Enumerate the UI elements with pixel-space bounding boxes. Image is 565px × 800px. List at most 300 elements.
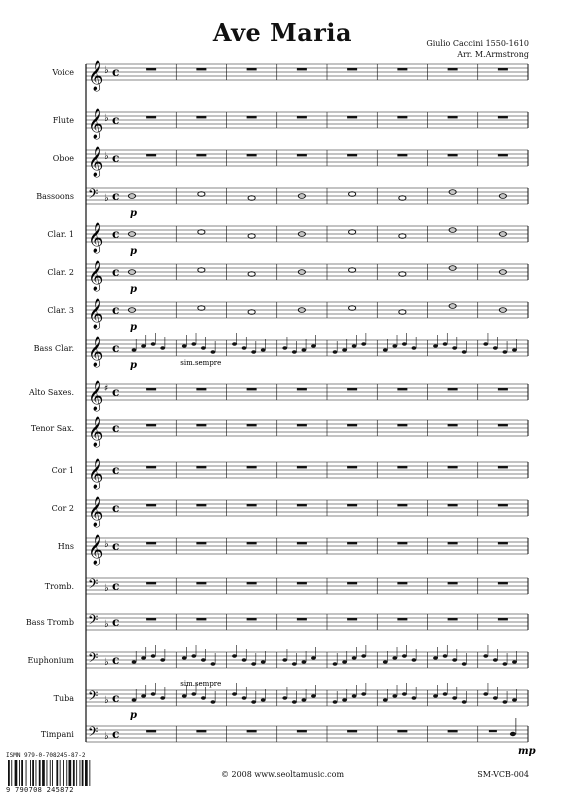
whole-rest-icon [397, 68, 407, 70]
score-title: Ave Maria [212, 18, 353, 47]
whole-rest-icon [297, 154, 307, 156]
staff-clar-2 [47, 260, 528, 295]
whole-rest-icon [297, 618, 307, 620]
note-head [198, 306, 205, 311]
note-head [333, 662, 338, 666]
dynamic-mark: p [130, 322, 137, 333]
whole-rest-icon [397, 424, 407, 426]
whole-rest-icon [448, 618, 458, 620]
whole-rest-icon [297, 116, 307, 118]
common-time-icon: c [112, 113, 120, 127]
note-head [151, 342, 156, 346]
common-time-icon: c [112, 227, 120, 241]
whole-rest-icon [448, 388, 458, 390]
note-head [342, 348, 347, 352]
note-head [151, 654, 156, 658]
note-head [248, 234, 255, 239]
whole-rest-icon [196, 388, 206, 390]
note-head [333, 350, 338, 354]
instrument-label: Timpani [40, 730, 74, 739]
flat-icon: ♭ [104, 151, 109, 162]
note-head [333, 700, 338, 704]
arranger-name: Arr. M.Armstrong [457, 50, 529, 59]
whole-rest-icon [297, 68, 307, 70]
whole-rest-icon [347, 504, 357, 506]
note-head [483, 692, 488, 696]
dynamic-mark: p [130, 284, 137, 295]
whole-rest-icon [448, 582, 458, 584]
note-head [191, 692, 196, 696]
note-head [392, 656, 397, 660]
whole-rest-icon [247, 730, 257, 732]
whole-rest-icon [297, 542, 307, 544]
whole-rest-icon [146, 424, 156, 426]
whole-rest-icon [397, 504, 407, 506]
staff-bass-clar [34, 333, 528, 371]
bass-clef-icon: 𝄢 [88, 612, 99, 631]
whole-rest-icon [448, 542, 458, 544]
whole-rest-icon [297, 388, 307, 390]
treble-clef-icon: 𝄞 [88, 497, 104, 527]
treble-clef-icon: 𝄞 [88, 109, 104, 139]
note-head [352, 656, 357, 660]
note-head [232, 654, 237, 658]
note-head [198, 268, 205, 273]
note-head [399, 234, 406, 239]
note-head [452, 696, 457, 700]
note-head [311, 344, 316, 348]
flat-icon: ♭ [104, 731, 109, 742]
staff-tromb [45, 576, 528, 595]
note-head [242, 696, 247, 700]
note-head [160, 346, 165, 350]
whole-rest-icon [347, 154, 357, 156]
instrument-label: Alto Saxes. [28, 388, 74, 397]
common-time-icon: c [112, 385, 120, 399]
note-head [342, 698, 347, 702]
note-head [182, 694, 187, 698]
note-head [512, 348, 517, 352]
common-time-icon: c [112, 539, 120, 553]
whole-rest-icon [146, 542, 156, 544]
common-time-icon: c [112, 421, 120, 435]
whole-rest-icon [196, 542, 206, 544]
whole-rest-icon [247, 154, 257, 156]
dynamic-mark: p [130, 246, 137, 257]
flat-icon: ♭ [104, 695, 109, 706]
note-head [483, 654, 488, 658]
staff-voice [51, 60, 528, 92]
whole-rest-icon [498, 116, 508, 118]
note-head [191, 654, 196, 658]
note-head [342, 660, 347, 664]
common-time-icon: c [112, 579, 120, 593]
whole-rest-icon [196, 116, 206, 118]
common-time-icon: c [112, 303, 120, 317]
note-head [352, 344, 357, 348]
whole-rest-icon [498, 542, 508, 544]
whole-rest-icon [397, 582, 407, 584]
note-head [443, 342, 448, 346]
note-head [392, 344, 397, 348]
common-time-icon: c [112, 615, 120, 629]
note-head [301, 348, 306, 352]
note-head [412, 696, 417, 700]
treble-clef-icon: 𝄞 [88, 337, 104, 367]
note-head [402, 654, 407, 658]
note-head [502, 662, 507, 666]
whole-rest-icon [247, 504, 257, 506]
whole-rest-icon [297, 730, 307, 732]
staff-timpani [41, 718, 536, 757]
note-head [248, 310, 255, 315]
note-head [211, 350, 216, 354]
note-head [251, 662, 256, 666]
note-head [483, 342, 488, 346]
whole-rest-icon [146, 582, 156, 584]
note-head [383, 348, 388, 352]
flat-icon: ♭ [104, 583, 109, 594]
whole-rest-icon [397, 154, 407, 156]
flat-icon: ♭ [104, 193, 109, 204]
instrument-label: Bassoons [36, 192, 74, 201]
treble-clef-icon: 𝄞 [88, 61, 104, 91]
sharp-icon: ♯ [104, 384, 109, 394]
whole-rest-icon [448, 504, 458, 506]
note-head [201, 696, 206, 700]
whole-rest-icon [146, 466, 156, 468]
flat-icon: ♭ [104, 619, 109, 630]
note-head [132, 698, 137, 702]
note-head [141, 656, 146, 660]
common-time-icon: c [112, 463, 120, 477]
whole-rest-icon [146, 618, 156, 620]
catalog-code: SM-VCB-004 [477, 770, 529, 779]
note-head [132, 348, 137, 352]
staff-clar-3 [47, 298, 528, 333]
instrument-label: Tenor Sax. [30, 424, 74, 433]
whole-rest-icon [498, 388, 508, 390]
note-head [462, 350, 467, 354]
whole-rest-icon [347, 618, 357, 620]
whole-rest-icon [196, 582, 206, 584]
expression-mark: sim.sempre [180, 359, 222, 367]
whole-rest-icon [297, 582, 307, 584]
instrument-label: Flute [52, 116, 74, 125]
instrument-label: Tromb. [44, 582, 74, 591]
whole-rest-icon [146, 388, 156, 390]
whole-rest-icon [448, 466, 458, 468]
note-head [493, 346, 498, 350]
note-head [292, 700, 297, 704]
instrument-label: Bass Tromb [25, 618, 74, 627]
note-head [399, 196, 406, 201]
note-head [301, 660, 306, 664]
note-head [361, 692, 366, 696]
note-head [502, 350, 507, 354]
note-head [349, 306, 356, 311]
whole-rest-icon [347, 582, 357, 584]
whole-rest-icon [196, 424, 206, 426]
note-head [433, 344, 438, 348]
note-head [512, 660, 517, 664]
instrument-label: Oboe [52, 154, 74, 163]
staff-bassoons [36, 186, 528, 219]
instrument-label: Clar. 3 [47, 306, 74, 315]
note-head [493, 658, 498, 662]
instrument-label: Clar. 1 [47, 230, 74, 239]
whole-rest-icon [196, 68, 206, 70]
staff-oboe [53, 146, 528, 178]
whole-rest-icon [196, 154, 206, 156]
instrument-label: Tuba [53, 694, 74, 703]
note-head [399, 272, 406, 277]
whole-rest-icon [347, 116, 357, 118]
whole-rest-icon [196, 504, 206, 506]
whole-rest-icon [146, 68, 156, 70]
whole-rest-icon [247, 582, 257, 584]
note-head [201, 658, 206, 662]
common-time-icon: c [112, 653, 120, 667]
flat-icon: ♭ [104, 113, 109, 124]
whole-rest-icon [297, 504, 307, 506]
whole-rest-icon [498, 466, 508, 468]
note-head [242, 346, 247, 350]
whole-rest-icon [247, 542, 257, 544]
note-head [462, 700, 467, 704]
staff-alto-saxes [28, 380, 528, 412]
note-head [132, 660, 137, 664]
note-head [402, 692, 407, 696]
note-head [352, 694, 357, 698]
treble-clef-icon: 𝄞 [88, 381, 104, 411]
whole-rest-icon [347, 388, 357, 390]
note-head [198, 230, 205, 235]
note-head [261, 660, 266, 664]
barcode-digits: 9 790708 245872 [6, 786, 74, 794]
whole-rest-icon [448, 730, 458, 732]
note-head [452, 346, 457, 350]
whole-rest-icon [247, 388, 257, 390]
note-head [151, 692, 156, 696]
note-head [261, 698, 266, 702]
whole-rest-icon [196, 730, 206, 732]
note-head [261, 348, 266, 352]
note-head [392, 694, 397, 698]
note-head [443, 654, 448, 658]
whole-rest-icon [498, 504, 508, 506]
staff-clar-1 [47, 222, 528, 257]
note-head [160, 658, 165, 662]
note-head [349, 230, 356, 235]
whole-rest-icon [498, 424, 508, 426]
note-head [251, 700, 256, 704]
common-time-icon: c [112, 691, 120, 705]
note-head [248, 272, 255, 277]
bass-clef-icon: 𝄢 [88, 186, 99, 205]
whole-rest-icon [498, 618, 508, 620]
treble-clef-icon: 𝄞 [88, 223, 104, 253]
note-head [282, 346, 287, 350]
note-head [512, 698, 517, 702]
note-head [201, 346, 206, 350]
note-head [361, 654, 366, 658]
common-time-icon: c [112, 501, 120, 515]
common-time-icon: c [112, 65, 120, 79]
half-rest-icon [489, 730, 497, 732]
note-head [292, 662, 297, 666]
note-head [412, 658, 417, 662]
note-head [311, 694, 316, 698]
whole-rest-icon [397, 388, 407, 390]
note-head [311, 656, 316, 660]
note-head [211, 662, 216, 666]
whole-rest-icon [498, 582, 508, 584]
whole-rest-icon [448, 424, 458, 426]
note-head [198, 192, 205, 197]
common-time-icon: c [112, 151, 120, 165]
note-head [502, 700, 507, 704]
dynamic-mark: p [130, 710, 137, 721]
staff-cor-2 [52, 496, 528, 528]
whole-rest-icon [347, 424, 357, 426]
note-head [349, 192, 356, 197]
instrument-label: Voice [52, 68, 74, 77]
note-head [282, 658, 287, 662]
dynamic-mark: p [130, 208, 137, 219]
whole-rest-icon [347, 466, 357, 468]
note-head [248, 196, 255, 201]
whole-rest-icon [498, 154, 508, 156]
ismn-code: ISMN 979-0-708245-87-2 [6, 752, 86, 759]
staff-flute [53, 108, 528, 140]
whole-rest-icon [297, 424, 307, 426]
dynamic-mark: p [130, 360, 137, 371]
bass-clef-icon: 𝄢 [88, 724, 99, 743]
note-head [160, 696, 165, 700]
note-head [242, 658, 247, 662]
common-time-icon: c [112, 265, 120, 279]
whole-rest-icon [448, 116, 458, 118]
treble-clef-icon: 𝄞 [88, 417, 104, 447]
bass-clef-icon: 𝄢 [88, 688, 99, 707]
whole-rest-icon [397, 542, 407, 544]
dynamic-mark: mp [518, 746, 536, 757]
expression-mark: sim.sempre [180, 680, 222, 688]
note-head [462, 662, 467, 666]
note-head [443, 692, 448, 696]
staff-euphonium [27, 645, 528, 669]
treble-clef-icon: 𝄞 [88, 459, 104, 489]
treble-clef-icon: 𝄞 [88, 261, 104, 291]
staff-tenor-sax [31, 416, 528, 448]
common-time-icon: c [112, 727, 120, 741]
whole-rest-icon [247, 424, 257, 426]
whole-rest-icon [146, 504, 156, 506]
whole-rest-icon [196, 618, 206, 620]
whole-rest-icon [146, 730, 156, 732]
note-head [251, 350, 256, 354]
instrument-label: Euphonium [27, 656, 74, 665]
staff-tuba [54, 680, 528, 721]
whole-rest-icon [196, 466, 206, 468]
instrument-label: Clar. 2 [47, 268, 74, 277]
whole-rest-icon [347, 542, 357, 544]
whole-rest-icon [297, 466, 307, 468]
whole-rest-icon [347, 730, 357, 732]
note-head [141, 344, 146, 348]
note-head [292, 350, 297, 354]
bass-clef-icon: 𝄢 [88, 576, 99, 595]
whole-rest-icon [397, 730, 407, 732]
note-head [493, 696, 498, 700]
note-head [282, 696, 287, 700]
treble-clef-icon: 𝄞 [88, 299, 104, 329]
composer-name: Giulio Caccini 1550-1610 [426, 39, 529, 48]
whole-rest-icon [448, 154, 458, 156]
note-head [510, 732, 516, 736]
whole-rest-icon [247, 466, 257, 468]
note-head [141, 694, 146, 698]
note-head [301, 698, 306, 702]
instrument-label: Cor 2 [51, 504, 74, 513]
note-head [232, 692, 237, 696]
note-head [433, 656, 438, 660]
treble-clef-icon: 𝄞 [88, 147, 104, 177]
staff-bass-tromb [26, 612, 528, 631]
note-head [383, 698, 388, 702]
note-head [383, 660, 388, 664]
whole-rest-icon [397, 116, 407, 118]
instrument-label: Cor 1 [51, 466, 74, 475]
note-head [182, 344, 187, 348]
common-time-icon: c [112, 189, 120, 203]
note-head [433, 694, 438, 698]
staff-hns [58, 534, 528, 566]
treble-clef-icon: 𝄞 [88, 535, 104, 565]
whole-rest-icon [146, 154, 156, 156]
instrument-label: Hns [57, 542, 74, 551]
whole-rest-icon [397, 466, 407, 468]
whole-rest-icon [347, 68, 357, 70]
whole-rest-icon [247, 116, 257, 118]
flat-icon: ♭ [104, 65, 109, 76]
note-head [361, 342, 366, 346]
common-time-icon: c [112, 341, 120, 355]
instrument-label: Bass Clar. [33, 344, 74, 353]
note-head [182, 656, 187, 660]
bass-clef-icon: 𝄢 [88, 650, 99, 669]
note-head [452, 658, 457, 662]
note-head [399, 310, 406, 315]
note-head [412, 346, 417, 350]
whole-rest-icon [247, 68, 257, 70]
note-head [349, 268, 356, 273]
whole-rest-icon [397, 618, 407, 620]
note-head [402, 342, 407, 346]
whole-rest-icon [146, 116, 156, 118]
note-head [191, 342, 196, 346]
copyright-notice: © 2008 www.seoltamusic.com [220, 770, 345, 779]
flat-icon: ♭ [104, 539, 109, 550]
note-head [211, 700, 216, 704]
staff-cor-1 [52, 458, 528, 490]
whole-rest-icon [448, 68, 458, 70]
whole-rest-icon [498, 68, 508, 70]
flat-icon: ♭ [104, 657, 109, 668]
whole-rest-icon [247, 618, 257, 620]
note-head [232, 342, 237, 346]
